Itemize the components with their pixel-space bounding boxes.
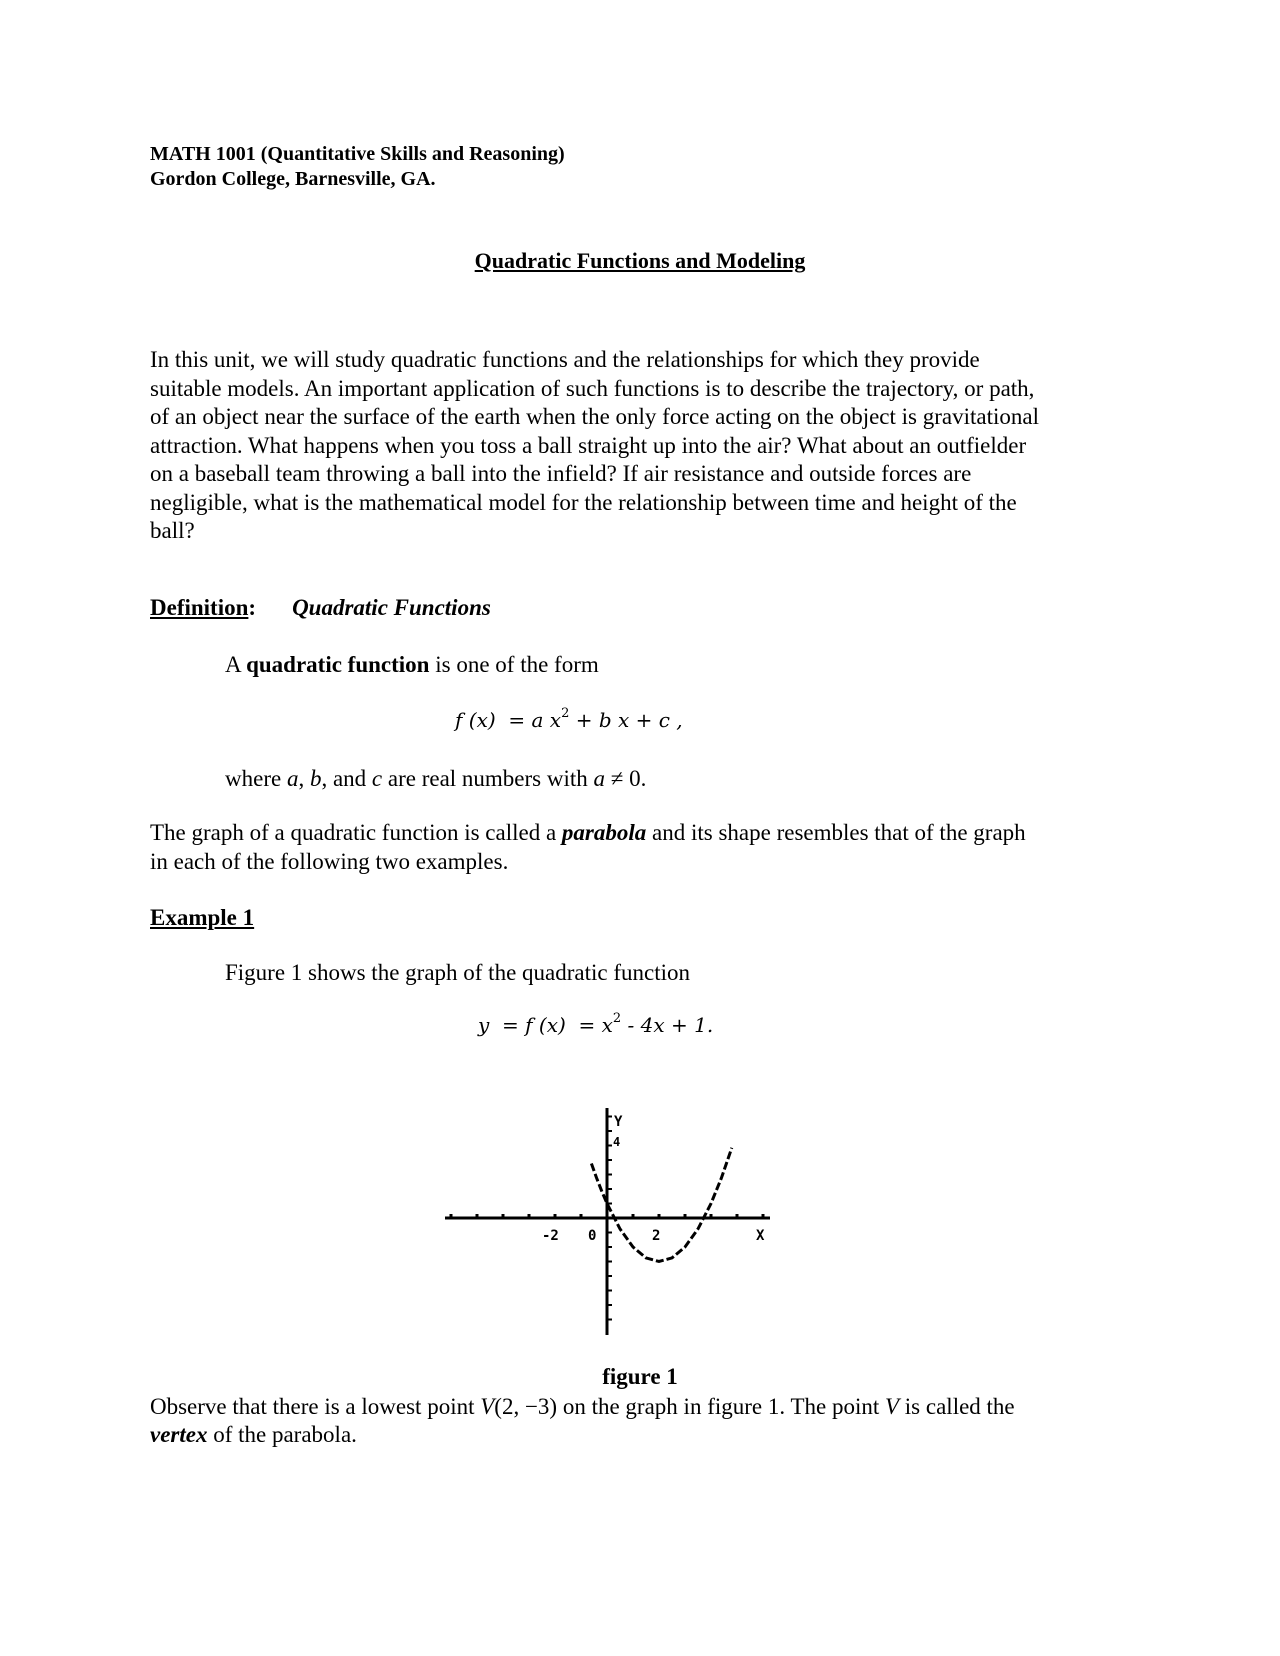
figure-caption: figure 1 <box>602 1364 678 1389</box>
example-heading: Example 1 <box>150 905 255 930</box>
y-axis-label: Y <box>614 1114 623 1130</box>
observe-line: vertex of the parabola. <box>150 1422 357 1447</box>
definition-formula: f (x) = a $x^2 + b$ x + c , <box>455 706 683 732</box>
parabola-chart <box>440 1090 780 1340</box>
definition-condition: where a, b, and c are real numbers with a ≠ 0. <box>225 766 647 791</box>
page-title: Quadratic Functions and Modeling <box>474 248 806 273</box>
intro-line: on a baseball team throwing a ball into the infield? If air resistance and outside forces are <box>150 461 972 486</box>
intro-line: attraction. What happens when you toss a ball straight up into the air? What about an outfielder <box>150 433 1027 458</box>
definition-label: Definition <box>150 595 249 620</box>
term-parabola: parabola <box>561 820 647 845</box>
x-tick-label: 0 <box>588 1228 597 1244</box>
intro-line: ball? <box>150 518 195 543</box>
graph-text-line: in each of the following two examples. <box>150 849 509 874</box>
parabola-curve <box>591 1148 731 1262</box>
intro-line: In this unit, we will study quadratic functions and the relationships for which they provide <box>150 347 980 372</box>
definition-heading: Definition: Quadratic Functions <box>150 595 491 620</box>
y-tick-label: 4 <box>613 1135 621 1149</box>
x-tick-label: -2 <box>542 1228 559 1244</box>
graph-text-line: The graph of a quadratic function is called a parabola and its shape resembles that of the graph <box>150 820 1026 845</box>
intro-line: of an object near the surface of the earth when the only force acting on the object is gravitational <box>150 404 1039 429</box>
definition-title: Quadratic Functions <box>292 595 491 620</box>
observe-line: Observe that there is a lowest point V(2, −3) on the graph in figure 1. The point V is called the <box>150 1394 1015 1419</box>
x-tick-label: 2 <box>652 1228 661 1244</box>
example-equation: y = f $(x) = x^2 - 4x + 1$. <box>478 1011 714 1037</box>
x-axis-label: X <box>756 1228 765 1244</box>
term-vertex: vertex <box>150 1422 208 1447</box>
example-intro: Figure 1 shows the graph of the quadratic function <box>225 960 690 985</box>
course-title: MATH 1001 (Quantitative Skills and Reasoning) <box>150 143 565 165</box>
college-name: Gordon College, Barnesville, GA. <box>150 168 436 190</box>
definition-sentence: A quadratic function is one of the form <box>225 652 599 677</box>
intro-line: suitable models. An important application of such functions is to describe the trajectory, or path, <box>150 376 1035 401</box>
intro-line: negligible, what is the mathematical model for the relationship between time and height of the <box>150 490 1017 515</box>
term-quadratic-function: quadratic function <box>246 652 430 677</box>
